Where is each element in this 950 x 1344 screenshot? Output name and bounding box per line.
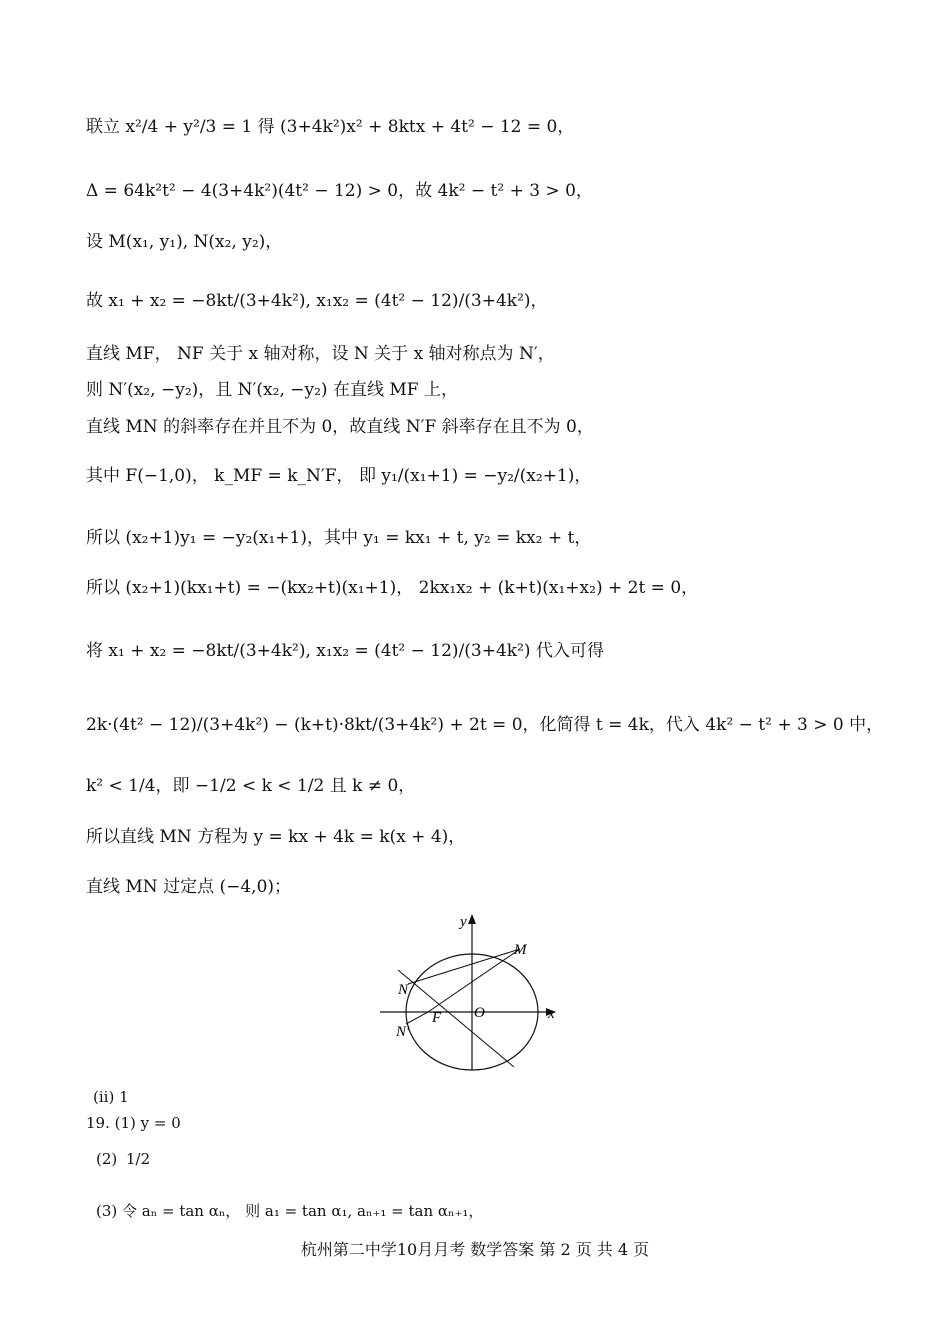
- answer-19-2-value: 1/2: [126, 1150, 151, 1168]
- answer-19-2-label: (2): [96, 1150, 118, 1168]
- line-1: 联立 x²/4 + y²/3 = 1 得 (3+4k²)x² + 8ktx + 4t² − 12 = 0，: [86, 117, 575, 137]
- line-4: 故 x₁ + x₂ = −8kt/(3+4k²), x₁x₂ = (4t² − 12)/(3+4k²)，: [86, 291, 548, 311]
- answer-19-1: 19. (1) y = 0: [86, 1114, 181, 1132]
- label-x: x: [548, 1006, 555, 1022]
- line-9: 所以 (x₂+1)y₁ = −y₂(x₁+1)，其中 y₁ = kx₁ + t, y₂ = kx₂ + t，: [86, 528, 592, 548]
- label-y: y: [460, 914, 467, 930]
- line-3: 设 M(x₁, y₁), N(x₂, y₂)，: [86, 232, 283, 252]
- line-11: 将 x₁ + x₂ = −8kt/(3+4k²), x₁x₂ = (4t² − 12)/(3+4k²) 代入可得: [86, 641, 604, 661]
- label-F: F: [432, 1010, 442, 1026]
- line-12: 2k·(4t² − 12)/(3+4k²) − (k+t)·8kt/(3+4k²) + 2t = 0，化简得 t = 4k，代入 4k² − t² + 3 > 0 中，: [86, 715, 884, 735]
- line-7: 直线 MN 的斜率存在并且不为 0，故直线 N′F 斜率存在且不为 0，: [86, 417, 594, 437]
- label-N: N: [398, 982, 409, 998]
- line-5: 直线 MF， NF 关于 x 轴对称，设 N 关于 x 轴对称点为 N′，: [86, 344, 555, 364]
- page-footer: 杭州第二中学10月月考 数学答案 第 2 页 共 4 页: [300, 1240, 650, 1259]
- label-N-prime: N′: [396, 1024, 410, 1040]
- line-13: k² < 1/4，即 −1/2 < k < 1/2 且 k ≠ 0，: [86, 776, 416, 796]
- line-10: 所以 (x₂+1)(kx₁+t) = −(kx₂+t)(x₁+1)， 2kx₁x₂ + (k+t)(x₁+x₂) + 2t = 0，: [86, 578, 699, 598]
- answer-19-3: (3) 令 aₙ = tan αₙ， 则 a₁ = tan α₁, aₙ₊₁ = tan αₙ₊₁，: [96, 1202, 484, 1220]
- label-O: O: [474, 1005, 485, 1021]
- line-FNp: [406, 1012, 428, 1024]
- line-2: Δ = 64k²t² − 4(3+4k²)(4t² − 12) > 0，故 4k² − t² + 3 > 0，: [86, 181, 593, 201]
- label-M: M: [514, 942, 527, 958]
- line-14: 所以直线 MN 方程为 y = kx + 4k = k(x + 4)，: [86, 827, 466, 847]
- y-axis-arrow: [468, 914, 476, 924]
- line-MF: [428, 949, 520, 1012]
- line-8: 其中 F(−1,0)， k_MF = k_N′F， 即 y₁/(x₁+1) = −y₂/(x₂+1)，: [86, 466, 592, 486]
- line-15: 直线 MN 过定点 (−4,0)；: [86, 877, 292, 897]
- ellipse-figure: [380, 912, 570, 1072]
- line-6: 则 N′(x₂, −y₂)，且 N′(x₂, −y₂) 在直线 MF 上，: [86, 380, 458, 400]
- answer-ii: (ii) 1: [93, 1088, 129, 1106]
